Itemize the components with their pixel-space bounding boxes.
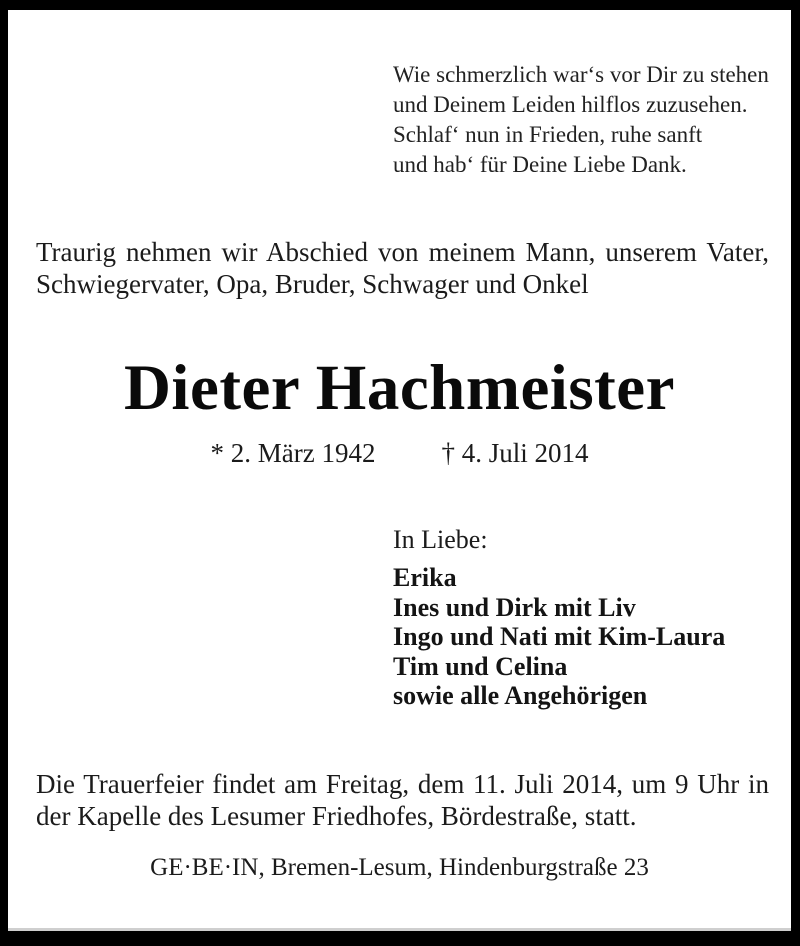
- intro-line: Schwiegervater, Opa, Bruder, Schwager und Onkel: [36, 269, 589, 299]
- birth-date: * 2. März 1942: [210, 438, 376, 468]
- mourners-list: [393, 563, 725, 711]
- life-dates: [8, 437, 791, 469]
- poem-line: Schlaf‘ nun in Frieden, ruhe sanft: [393, 122, 703, 147]
- funeral-line: der Kapelle des Lesumer Friedhofes, Bördestraße, statt.: [36, 801, 637, 831]
- mourner-line: sowie alle Angehörigen: [393, 681, 648, 710]
- poem-line: und Deinem Leiden hilflos zuzusehen.: [393, 92, 748, 117]
- memorial-poem: [393, 60, 769, 180]
- salutation-text: In Liebe:: [393, 525, 488, 554]
- mourner-line: Tim und Celina: [393, 651, 568, 681]
- poem-line: und hab‘ für Deine Liebe Dank.: [393, 152, 687, 177]
- poem-line: Wie schmerzlich war‘s vor Dir zu stehen: [393, 62, 769, 87]
- obituary-sheet: [8, 10, 791, 931]
- publisher-line: GE·BE·IN, Bremen-Lesum, Hindenburgstraße 23: [150, 854, 649, 881]
- intro-line: Traurig nehmen wir Abschied von meinem Mann, unserem Vater,: [36, 237, 769, 267]
- funeral-line: Die Trauerfeier findet am Freitag, dem 11. Juli 2014, um 9 Uhr in: [36, 769, 769, 799]
- intro-text: [36, 236, 769, 300]
- mourner-line: Ines und Dirk mit Liv: [393, 592, 636, 622]
- mourner-line: Erika: [393, 563, 457, 592]
- death-date: † 4. Juli 2014: [441, 438, 589, 468]
- mourner-line: Ingo und Nati mit Kim-Laura: [393, 622, 726, 651]
- deceased-name: Dieter Hachmeister: [123, 352, 676, 424]
- funeral-info: [36, 768, 769, 832]
